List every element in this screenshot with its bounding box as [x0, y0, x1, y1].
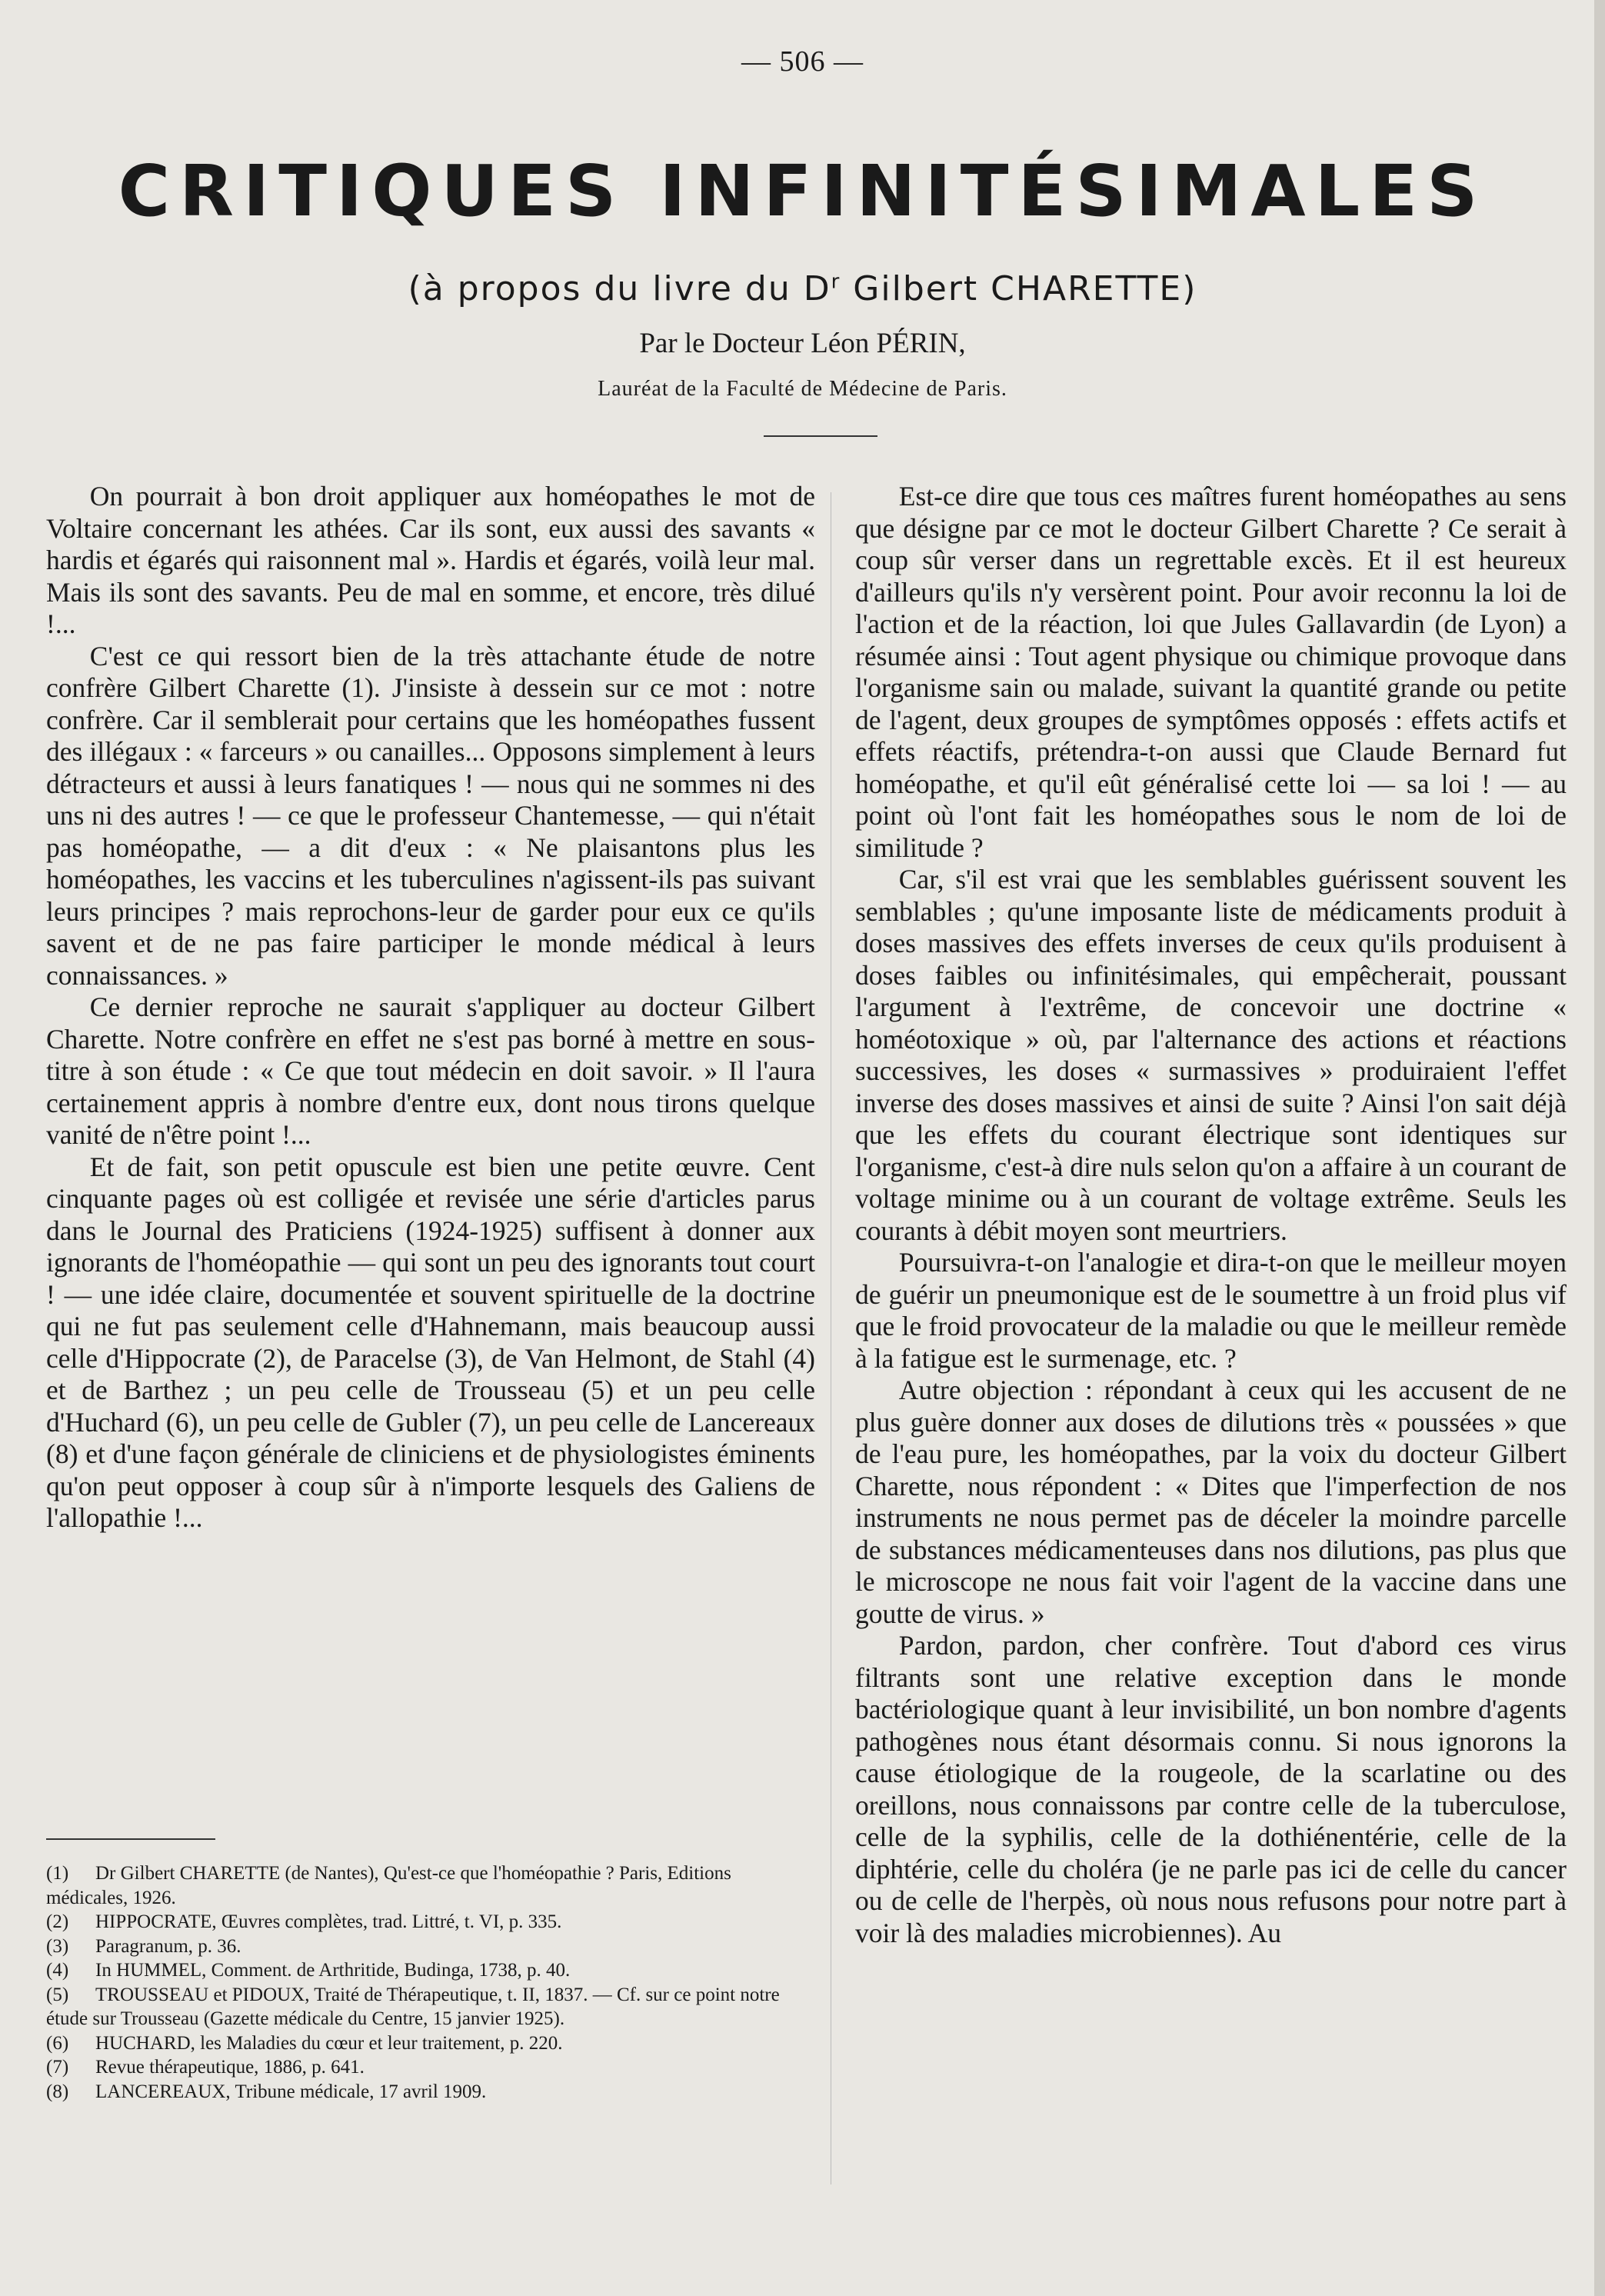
footnote	[46, 1861, 815, 1910]
footnote-number: (6)	[46, 2032, 69, 2054]
left-column	[46, 481, 815, 1535]
footnote-number: (2)	[46, 1911, 69, 1932]
footnote-number: (7)	[46, 2057, 69, 2078]
footnotes	[46, 1861, 815, 2104]
subtitle-superscript: r	[831, 270, 841, 294]
footnote	[46, 1983, 815, 2031]
title-separator	[764, 435, 877, 437]
right-column	[855, 481, 1567, 1949]
paragraph: Est-ce dire que tous ces maîtres furent homéopathes au sens que désigne par ce mot le docteur Gilbert Charette ? Ce serait à coup sûr verser dans un regrettable excès. Et il est heureux d'ailleurs qu'ils n'y versèrent point. Pour avoir reconnu la loi de l'action et de la réaction, loi que Jules Gallavardin (de Lyon) a résumée ainsi : Tout agent physique ou chimique provoque dans l'organisme sain ou malade, suivant la quantité grande ou petite de l'agent, deux groupes de symptômes opposés : effets actifs et effets réactifs, prétendra-t-on aussi que Claude Bernard fut homéopathe, et qu'il eût généralisé cette loi — sa loi ! — au point où l'ont fait les homéopathes sous le nom de loi de similitude ?	[855, 481, 1567, 863]
paragraph: Poursuivra-t-on l'analogie et dira-t-on que le meilleur moyen de guérir un pneumonique est de le soumettre à un froid plus vif que le froid provocateur de la maladie ou que le meilleur remède à la fatigue est le surmenage, etc. ?	[855, 1247, 1567, 1374]
footnote-number: (3)	[46, 1935, 69, 1957]
footnote	[46, 1910, 815, 1934]
author-affiliation: Lauréat de la Faculté de Médecine de Paris.	[598, 377, 1007, 401]
paragraph: On pourrait à bon droit appliquer aux homéopathes le mot de Voltaire concernant les athées. Car ils sont, eux aussi des savants « hardis et égarés qui raisonnent mal ». Hardis et égarés, voilà leur mal. Mais ils sont des savants. Peu de mal en somme, et encore, très dilué !...	[46, 481, 815, 639]
paragraph: C'est ce qui ressort bien de la très attachante étude de notre confrère Gilbert Charette (1). J'insiste à dessein sur ce mot : notre confrère. Car il semblerait pour certains que les homéopathes fussent des illégaux : « farceurs » ou canailles... Opposons simplement à leurs détracteurs et aussi à leurs fanatiques ! — nous qui ne sommes ni des uns ni des autres ! — ce que le professeur Chantemesse, — qui n'était pas homéopathe, — a dit d'eux : « Ne plaisantons plus les homéopathes, les vaccins et les tuberculines n'agissent-ils pas suivant leurs principes ? mais reprochons-leur de garder pour eux ce qu'ils savent et de ne pas faire participer le monde médical à leurs connaissances. »	[46, 640, 815, 991]
footnote	[46, 2031, 815, 2056]
footnote-number: (5)	[46, 1984, 69, 2005]
footnote-text: Paragranum, p. 36.	[95, 1935, 241, 1957]
paragraph: Car, s'il est vrai que les semblables guérissent souvent les semblables ; qu'une imposante liste de médicaments produit à doses massives des effets inverses de ceux qu'ils produisent à doses faibles ou infinitésimales, qui empêcherait, poussant l'argument à l'extrême, de concevoir une doctrine « homéotoxique » où, par l'alternance des actions et réactions successives, les doses « surmassives » produiraient l'effet inverse des doses massives et ainsi de suite ? Ainsi l'on sait déjà que les effets du courant électrique sont identiques sur l'organisme, c'est-à dire nuls selon qu'on a affaire à un courant de voltage minime ou à un courant de voltage extrême. Seuls les courants à débit moyen sont meurtriers.	[855, 864, 1567, 1246]
footnote-text: TROUSSEAU et PIDOUX, Traité de Thérapeutique, t. II, 1837. — Cf. sur ce point notre étude sur Trousseau (Gazette médicale du Centre, 15 janvier 1925).	[46, 1984, 780, 2029]
article-subtitle	[0, 269, 1605, 308]
author-line: Par le Docteur Léon PÉRIN,	[639, 328, 966, 359]
footnote-text: HIPPOCRATE, Œuvres complètes, trad. Littré, t. VI, p. 335.	[95, 1911, 562, 1932]
article-title: CRITIQUES INFINITÉSIMALES	[118, 150, 1487, 232]
footnote-text: In HUMMEL, Comment. de Arthritide, Budinga, 1738, p. 40.	[95, 1960, 571, 1981]
footnote	[46, 2080, 815, 2104]
footnote	[46, 1934, 815, 1959]
footnote-number: (1)	[46, 1863, 69, 1884]
subtitle-text-after: Gilbert CHARETTE)	[841, 269, 1197, 308]
paragraph: Autre objection : répondant à ceux qui les accusent de ne plus guère donner aux doses de dilutions très « poussées » que de l'eau pure, les homéopathes, par la voix du docteur Gilbert Charette, nous répondent : « Dites que l'imperfection de nos instruments ne nous permet pas de déceler la moindre parcelle de substances médicamenteuses dans nos dilutions, pas plus que le microscope ne nous fait voir l'agent de la vaccine dans une goutte de virus. »	[855, 1375, 1567, 1629]
subtitle-text-before: (à propos du livre du D	[408, 269, 831, 308]
paragraph: Ce dernier reproche ne saurait s'appliquer au docteur Gilbert Charette. Notre confrère en effet ne s'est pas borné à mettre en sous-titre à son étude : « Ce que tout médecin en doit savoir. » Il l'aura certainement appris à nombre d'entre eux, dont nous tirons quelque vanité de n'être point !...	[46, 991, 815, 1150]
footnote-rule	[46, 1838, 215, 1840]
paragraph: Et de fait, son petit opuscule est bien une petite œuvre. Cent cinquante pages où est colligée et revisée une série d'articles parus dans le Journal des Praticiens (1924-1925) suffisent à donner aux ignorants de l'homéopathie — qui sont un peu des ignorants tout court ! — une idée claire, documentée et souvent spirituelle de la doctrine qui ne fut pas seulement celle d'Hahnemann, mais beaucoup aussi celle d'Hippocrate (2), de Paracelse (3), de Van Helmont, de Stahl (4) et de Barthez ; un peu celle de Trousseau (5) et un peu celle d'Huchard (6), un peu celle de Gubler (7), un peu celle de Lancereaux (8) et d'une façon générale de cliniciens et de physiologistes éminents qu'on peut opposer à coup sûr à n'importe lesquels des Galiens de l'allopathie !...	[46, 1151, 815, 1533]
footnote-text: LANCEREAUX, Tribune médicale, 17 avril 1909.	[95, 2081, 487, 2102]
footnote-text: Dr Gilbert CHARETTE (de Nantes), Qu'est-ce que l'homéopathie ? Paris, Editions médicales, 1926.	[46, 1863, 731, 1908]
footnote	[46, 1958, 815, 1983]
footnote-text: HUCHARD, les Maladies du cœur et leur traitement, p. 220.	[95, 2032, 563, 2054]
page-number: — 506 —	[741, 45, 864, 78]
footnote-number: (8)	[46, 2081, 69, 2102]
footnote	[46, 2055, 815, 2080]
paragraph: Pardon, pardon, cher confrère. Tout d'abord ces virus filtrants sont une relative exception dans le monde bactériologique quant à leur invisibilité, un bon nombre d'agents pathogènes nous étant désormais connu. Si nous ignorons la cause étiologique de la rougeole, de la scarlatine ou des oreillons, nous connaissons par contre celle de la tuberculose, celle de la syphilis, celle de la dothiénentérie, celle de la diphtérie, celle du choléra (je ne parle pas ici de celle du cancer ou de celle de l'herpès, où nous nous refusons pour notre part à voir là des maladies microbiennes). Au	[855, 1630, 1567, 1948]
footnote-text: Revue thérapeutique, 1886, p. 641.	[95, 2057, 365, 2078]
footnote-number: (4)	[46, 1960, 69, 1981]
